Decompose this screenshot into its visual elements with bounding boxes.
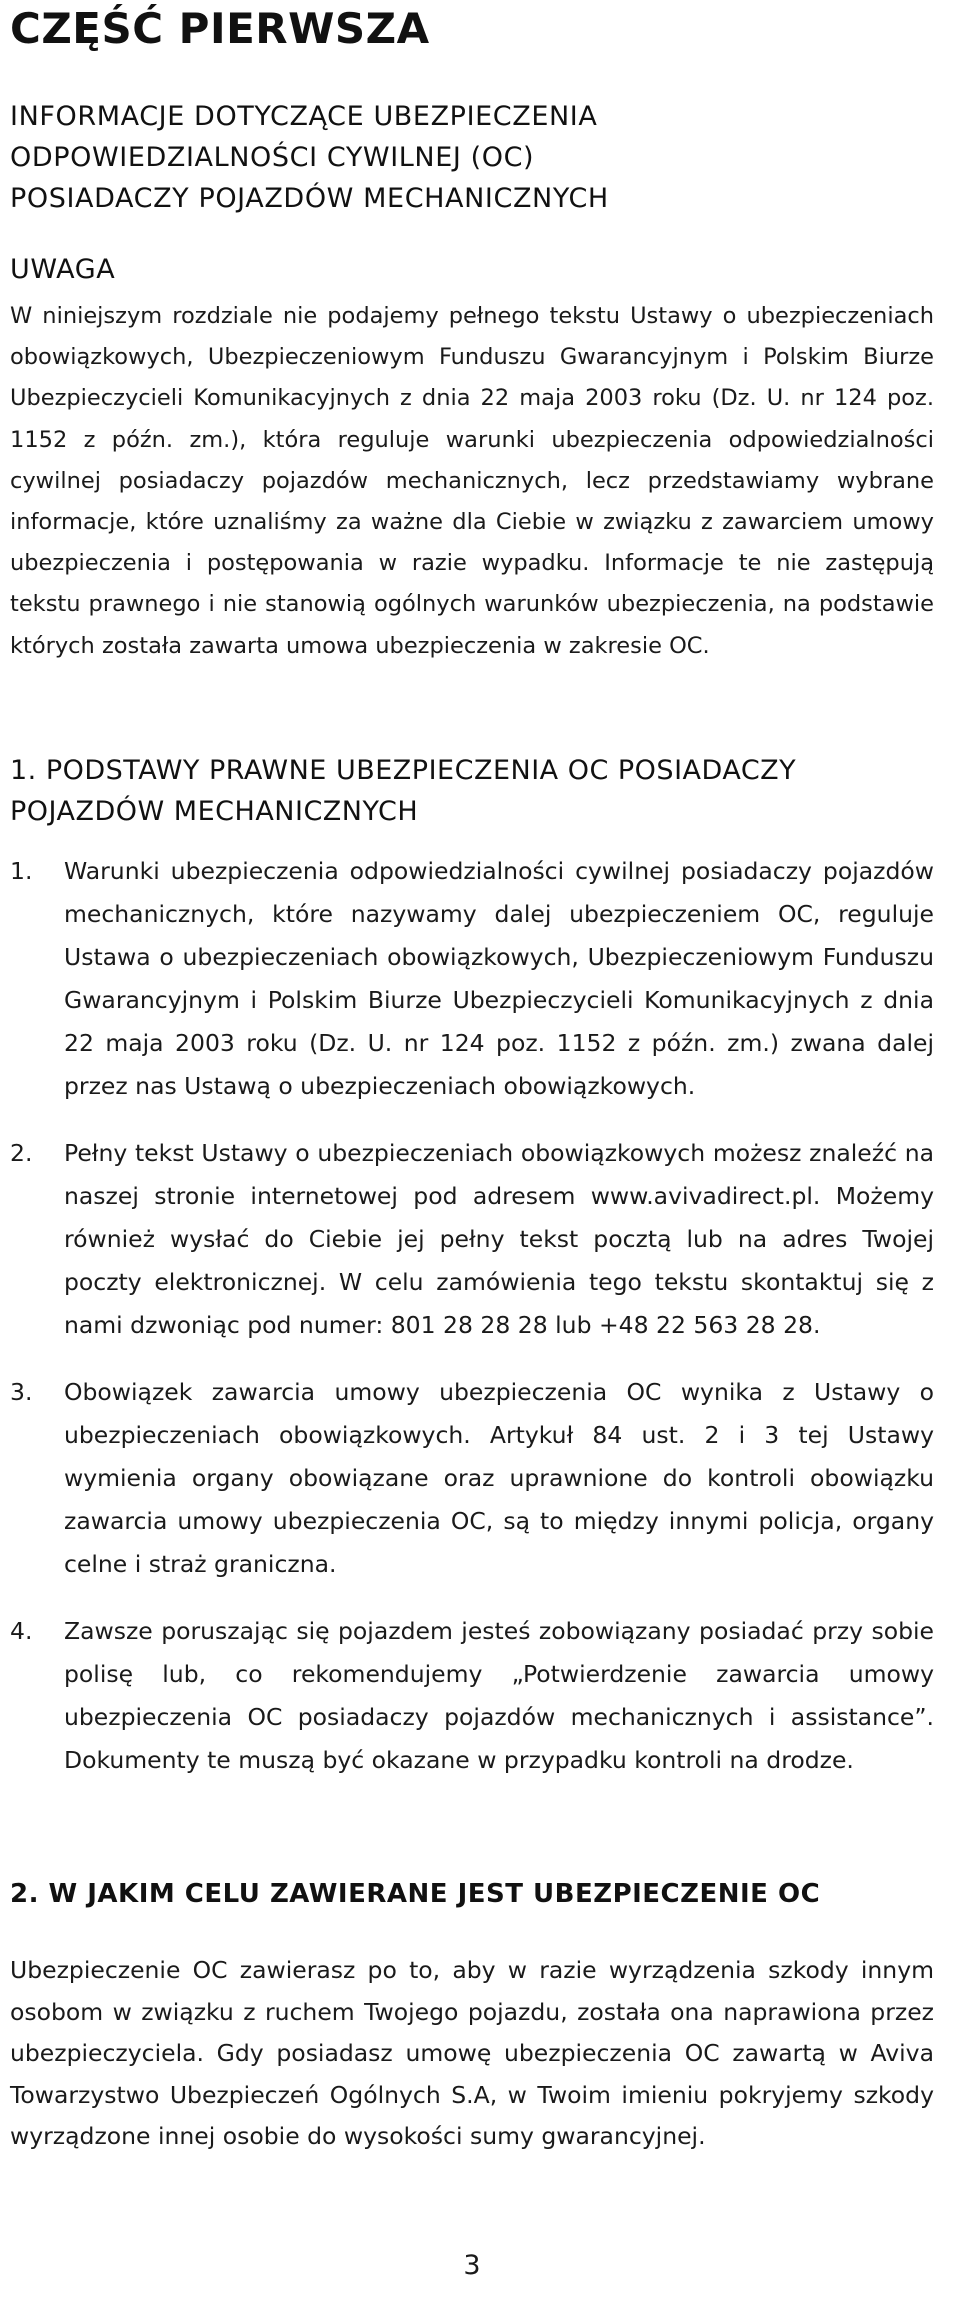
intro-paragraph: W niniejszym rozdziale nie podajemy pełnego tekstu Ustawy o ubezpieczeniach obowiązkowych, Ubezpieczeniowym Funduszu Gwarancyjnym i Polskim Biurze Ubezpieczycieli Komunikacyjnych z dnia 22 maja 2003 roku (Dz. U. nr 124 poz. 1152 z późn. zm.), która reguluje warunki ubezpieczenia odpowiedzialności cywilnej posiadaczy pojazdów mechanicznych, lecz przedstawiamy wybrane informacje, które uznaliśmy za ważne dla Ciebie w związku z zawarciem umowy ubezpieczenia i postępowania w razie wypadku. Informacje te nie zastępują tekstu prawnego i nie stanowią ogólnych warunków ubezpieczenia, na podstawie których została zawarta umowa ubezpieczenia w zakresie OC.: [10, 303, 934, 659]
chapter-heading-line: INFORMACJE DOTYCZĄCE UBEZPIECZENIA: [10, 101, 598, 132]
list-item: [10, 1371, 934, 1586]
section-2-paragraph: Ubezpieczenie OC zawierasz po to, aby w razie wyrządzenia szkody innym osobom w związku z ruchem Twojego pojazdu, została ona naprawiona przez ubezpieczyciela. Gdy posiadasz umowę ubezpieczenia OC zawartą w Aviva Towarzystwo Ubezpieczeń Ogólnych S.A, w Twoim imieniu pokryjemy szkody wyrządzone innej osobie do wysokości sumy gwarancyjnej.: [10, 1956, 934, 2150]
list-item: [10, 1610, 934, 1782]
list-item-text: Zawsze poruszając się pojazdem jesteś zobowiązany posiadać przy sobie polisę lub, co rekomendujemy „Potwierdzenie zawarcia umowy ubezpieczenia OC posiadaczy pojazdów mechanicznych i assistance”. Dokumenty te muszą być okazane w przypadku kontroli na drodze.: [64, 1617, 934, 1774]
chapter-heading-line: ODPOWIEDZIALNOŚCI CYWILNEJ (OC): [10, 142, 535, 173]
part-title: CZĘŚĆ PIERWSZA: [10, 4, 430, 53]
list-item-number: 2.: [10, 1139, 33, 1167]
section-1-list: [10, 850, 934, 1806]
note-label: UWAGA: [10, 254, 116, 285]
list-item-number: 3.: [10, 1378, 33, 1406]
list-item: [10, 1132, 934, 1347]
list-item: [10, 850, 934, 1108]
page-number: 3: [463, 2250, 481, 2281]
chapter-heading-line: POSIADACZY POJAZDÓW MECHANICZNYCH: [10, 183, 609, 214]
section-1-title: 1. PODSTAWY PRAWNE UBEZPIECZENIA OC POSIADACZY POJAZDÓW MECHANICZNYCH: [10, 755, 797, 827]
list-item-text: Warunki ubezpieczenia odpowiedzialności cywilnej posiadaczy pojazdów mechanicznych, które nazywamy dalej ubezpieczeniem OC, reguluje Ustawa o ubezpieczeniach obowiązkowych, Ubezpieczeniowym Funduszu Gwarancyjnym i Polskim Biurze Ubezpieczycieli Komunikacyjnych z dnia 22 maja 2003 roku (Dz. U. nr 124 poz. 1152 z późn. zm.) zwana dalej przez nas Ustawą o ubezpieczeniach obowiązkowych.: [64, 857, 934, 1100]
list-item-text: Pełny tekst Ustawy o ubezpieczeniach obowiązkowych możesz znaleźć na naszej stronie internetowej pod adresem www.avivadirect.pl. Możemy również wysłać do Ciebie jej pełny tekst pocztą lub na adres Twojej poczty elektronicznej. W celu zamówienia tego tekstu skontaktuj się z nami dzwoniąc pod numer: 801 28 28 28 lub +48 22 563 28 28.: [64, 1139, 934, 1339]
list-item-number: 4.: [10, 1617, 33, 1645]
list-item-number: 1.: [10, 857, 33, 885]
section-2-title: 2. W JAKIM CELU ZAWIERANE JEST UBEZPIECZENIE OC: [10, 1879, 821, 1909]
chapter-heading: [10, 96, 934, 219]
list-item-text: Obowiązek zawarcia umowy ubezpieczenia OC wynika z Ustawy o ubezpieczeniach obowiązkowych. Artykuł 84 ust. 2 i 3 tej Ustawy wymienia organy obowiązane oraz uprawnione do kontroli obowiązku zawarcia umowy ubezpieczenia OC, są to między innymi policja, organy celne i straż graniczna.: [64, 1378, 934, 1578]
